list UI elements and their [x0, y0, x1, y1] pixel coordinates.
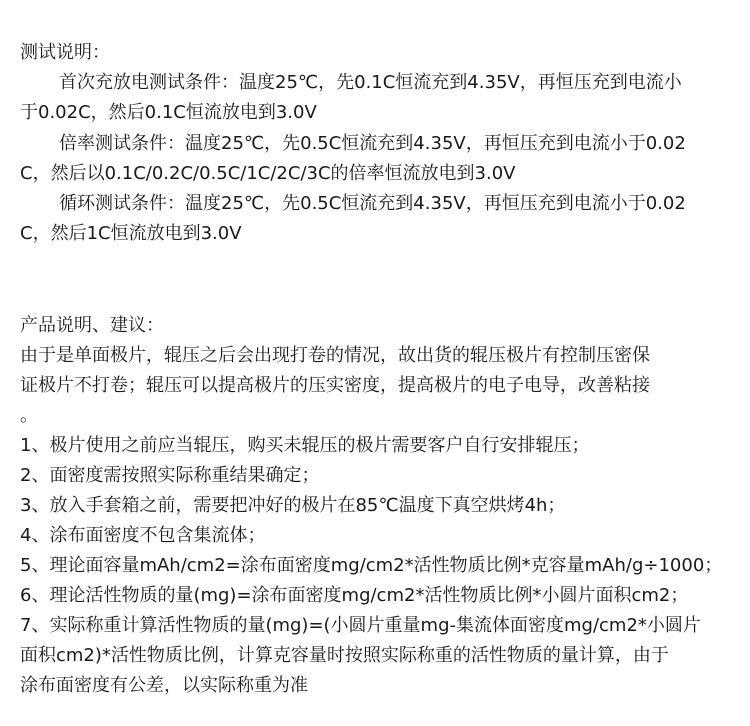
rate-condition-line1: 倍率测试条件：温度25℃，先0.5C恒流充到4.35V，再恒压充到电流小于0.02 [59, 133, 686, 154]
rate-condition-line2: C，然后以0.1C/0.2C/0.5C/1C/2C/3C的倍率恒流放电到3.0V [20, 163, 516, 184]
first-charge-condition-line1: 首次充放电测试条件：温度25℃，先0.1C恒流充到4.35V，再恒压充到电流小 [59, 72, 682, 93]
cycle-condition-line2: C，然后1C恒流放电到3.0V [20, 223, 242, 244]
product-item-2: 2、面密度需按照实际称重结果确定； [20, 465, 320, 486]
product-item-7-line1: 7、实际称重计算活性物质的量(mg)=(小圆片重量mg-集流体面密度mg/cm2*小圆片 [20, 615, 701, 636]
test-section-heading: 测试说明： [20, 42, 110, 63]
product-intro-line3: 。 [20, 405, 38, 426]
first-charge-condition-line2: 于0.02C，然后0.1C恒流放电到3.0V [20, 102, 317, 123]
product-item-4: 4、涂布面密度不包含集流体； [20, 525, 266, 546]
product-section-heading: 产品说明、建议： [20, 315, 164, 336]
product-intro-line2: 证极片不打卷；辊压可以提高极片的压实密度，提高极片的电子电导，改善粘接 [20, 375, 650, 396]
product-item-7-line3: 涂布面密度有公差，以实际称重为准 [20, 675, 308, 696]
product-intro-line1: 由于是单面极片，辊压之后会出现打卷的情况，故出货的辊压极片有控制压密保 [20, 345, 650, 366]
cycle-condition-line1: 循环测试条件：温度25℃，先0.5C恒流充到4.35V，再恒压充到电流小于0.02 [59, 193, 686, 214]
product-item-5: 5、理论面容量mAh/cm2=涂布面密度mg/cm2*活性物质比例*克容量mAh/g÷1000； [20, 555, 723, 576]
product-item-7-line2: 面积cm2)*活性物质比例，计算克容量时按照实际称重的活性物质的量计算，由于 [20, 645, 669, 666]
product-item-1: 1、极片使用之前应当辊压，购买未辊压的极片需要客户自行安排辊压； [20, 435, 590, 456]
product-item-6: 6、理论活性物质的量(mg)=涂布面密度mg/cm2*活性物质比例*小圆片面积cm2； [20, 585, 689, 606]
product-item-3: 3、放入手套箱之前，需要把冲好的极片在85℃温度下真空烘烤4h； [20, 495, 566, 516]
